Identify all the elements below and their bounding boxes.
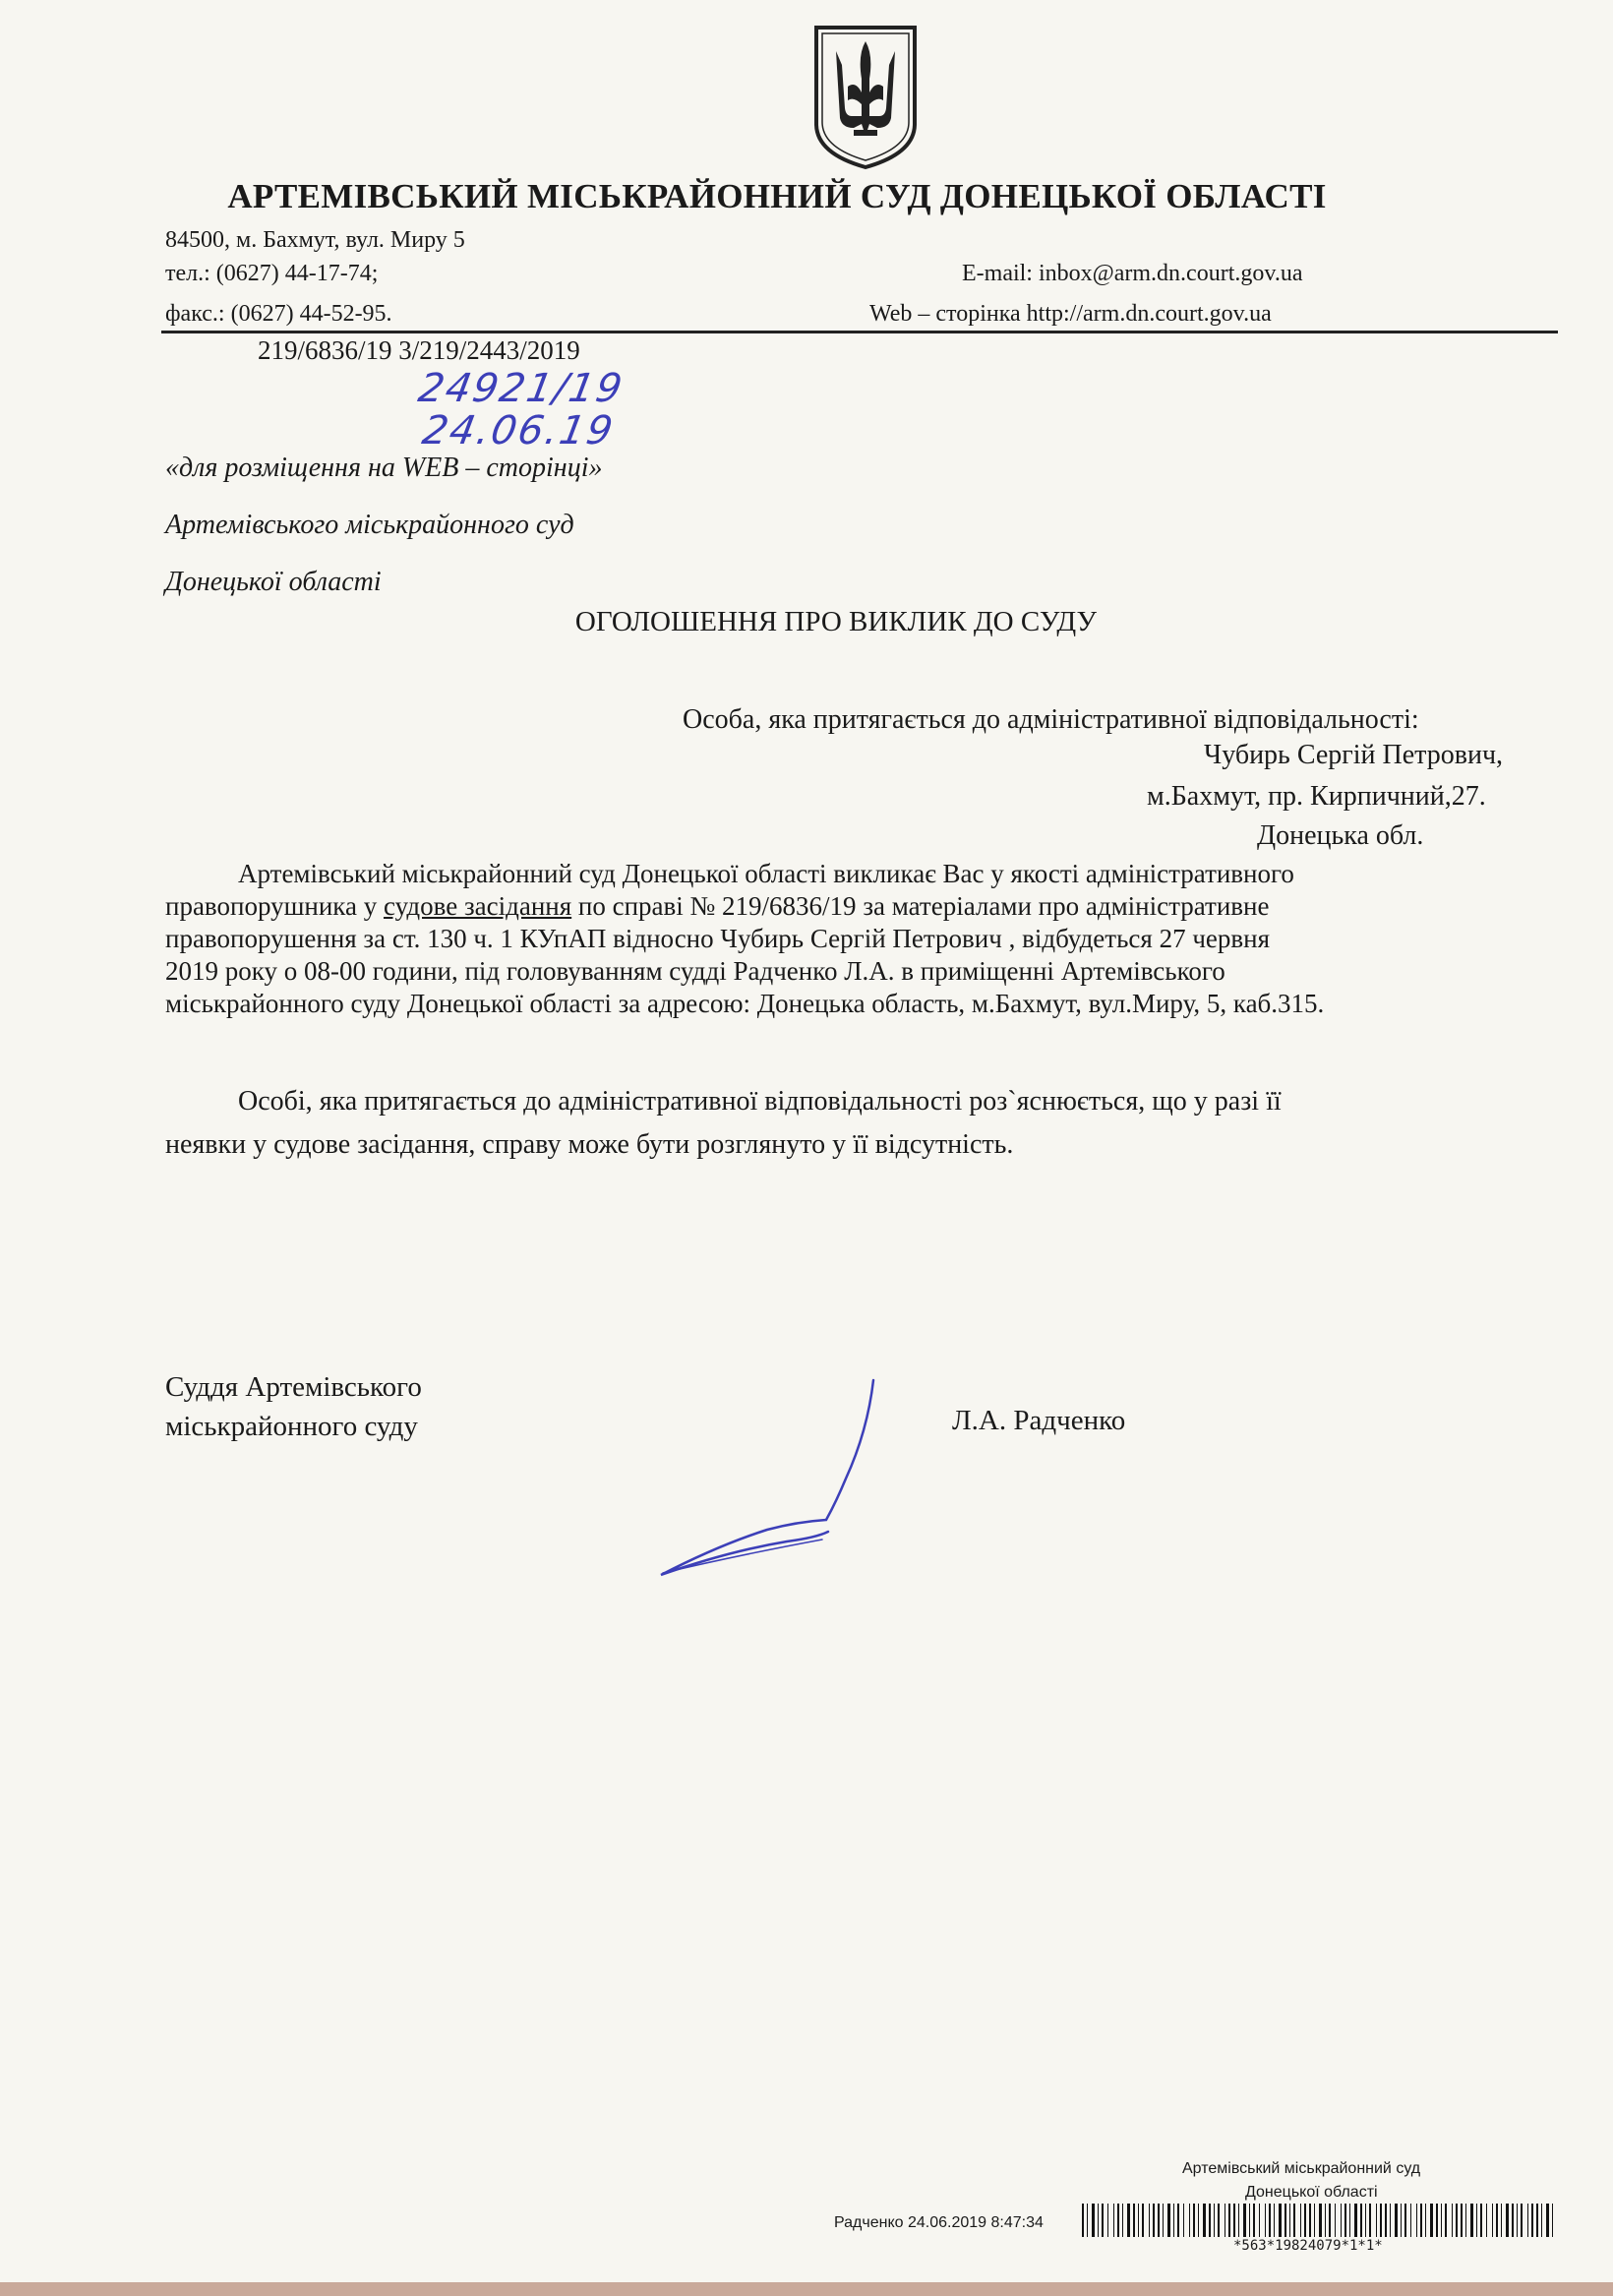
addressee-line-3: Донецької області xyxy=(165,567,382,597)
court-fax: факс.: (0627) 44-52-95. xyxy=(165,301,392,327)
addressee-line-2: Артемівського міськрайонного суд xyxy=(165,510,574,540)
paragraph-line: правопорушення за ст. 130 ч. 1 КУпАП відносно Чубирь Сергій Петрович , відбудеться 27 червня xyxy=(165,924,1270,953)
paragraph-line: правопорушника у судове засідання по справі № 219/6836/19 за матеріалами про адміністративне xyxy=(165,891,1270,921)
paragraph-line: міськрайонного суду Донецької області за адресою: Донецька область, м.Бахмут, вул.Миру, 5, каб.315. xyxy=(165,989,1325,1018)
paragraph-line: Особі, яка притягається до адміністративної відповідальності роз`яснюється, що у разі її xyxy=(238,1086,1282,1117)
scan-edge-strip xyxy=(0,2282,1613,2296)
court-address: 84500, м. Бахмут, вул. Миру 5 xyxy=(165,227,465,253)
paragraph-line: неявки у судове засідання, справу може бути розглянуто у її відсутність. xyxy=(165,1129,1014,1160)
notice-title: ОГОЛОШЕННЯ ПРО ВИКЛИК ДО СУДУ xyxy=(574,606,1098,637)
paragraph-line: 2019 року о 08-00 години, під головуванням судді Радченко Л.А. в приміщенні Артемівського xyxy=(165,956,1225,986)
judge-position-line-1: Суддя Артемівського xyxy=(165,1371,422,1403)
judge-position-line-2: міськрайонного суду xyxy=(165,1411,418,1442)
court-name-heading: АРТЕМІВСЬКИЙ МІСЬКРАЙОННИЙ СУД ДОНЕЦЬКОЇ ОБЛАСТІ xyxy=(227,177,1327,215)
paragraph-line: Артемівський міськрайонний суд Донецької області викликає Вас у якості адміністративного xyxy=(238,859,1294,888)
handwritten-incoming-date: 24.06.19 xyxy=(418,408,619,453)
addressee-line-1: «для розміщення на WEB – сторінці» xyxy=(165,453,603,483)
handwritten-incoming-number: 24921/19 xyxy=(414,366,627,411)
stamp-registrar: Радченко 24.06.2019 8:47:34 xyxy=(834,2214,1044,2231)
document-barcode xyxy=(1082,2204,1554,2237)
person-name: Чубирь Сергій Петрович, xyxy=(1204,740,1504,770)
summons-paragraph xyxy=(165,858,1562,1020)
judge-name: Л.А. Радченко xyxy=(952,1405,1126,1436)
case-registration-numbers: 219/6836/19 3/219/2443/2019 xyxy=(258,335,580,365)
stamp-court-name: Артемівський міськрайонний суд xyxy=(1182,2160,1421,2177)
header-divider xyxy=(161,331,1558,333)
person-heading: Особа, яка притягається до адміністративної відповідальності: xyxy=(683,704,1419,735)
barcode-number: *563*19824079*1*1* xyxy=(1233,2238,1383,2254)
stamp-court-region: Донецької області xyxy=(1245,2184,1378,2201)
court-phone: тел.: (0627) 44-17-74; xyxy=(165,261,379,286)
trident-coat-of-arms xyxy=(810,22,921,171)
handwritten-signature xyxy=(649,1372,885,1589)
absence-warning-paragraph xyxy=(165,1080,1562,1167)
person-region: Донецька обл. xyxy=(1257,820,1424,851)
judge-position xyxy=(165,1367,422,1446)
underlined-hearing-phrase: судове засідання xyxy=(383,891,572,921)
court-website: Web – сторінка http://arm.dn.court.gov.ua xyxy=(869,301,1272,327)
person-address: м.Бахмут, пр. Кирпичний,27. xyxy=(1147,781,1486,812)
court-email: E-mail: inbox@arm.dn.court.gov.ua xyxy=(962,261,1303,286)
